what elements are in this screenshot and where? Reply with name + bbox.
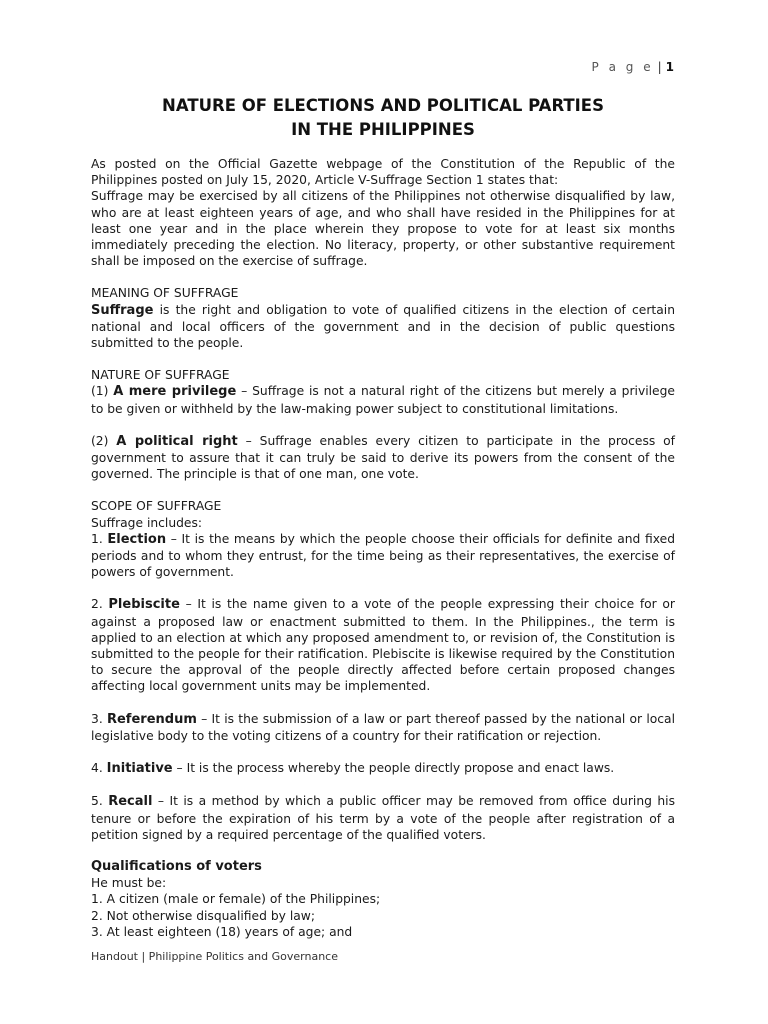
meaning-heading: MEANING OF SUFFRAGE	[91, 286, 239, 301]
scope-intro: Suffrage includes:	[91, 515, 203, 530]
nature-item-1	[91, 383, 675, 416]
scope-item-term: Referendum	[106, 711, 197, 727]
qualifications-heading: Qualifications of voters	[91, 858, 262, 874]
page-number-value: 1	[665, 60, 674, 74]
scope-item-number: 1.	[91, 531, 108, 546]
scope-item-number: 5.	[91, 794, 109, 809]
scope-item-election	[91, 531, 675, 581]
title-line-1: NATURE OF ELECTIONS AND POLITICAL PARTIES	[162, 96, 604, 115]
qualification-item: 3. At least eighteen (18) years of age; and	[91, 924, 353, 939]
meaning-text: is the right and obligation to vote of qualified citizens in the election of certain national and local officers of the government and in the decision of public questions submitted to the people.	[91, 302, 675, 351]
nature-item-text: – Suffrage enables every citizen to participate in the process of government to assure that it can truly be said to derive its powers from the consent of the governed. The principle is that of one man, one vote.	[91, 433, 676, 482]
document-title	[91, 94, 675, 142]
nature-item-number: (2)	[91, 433, 117, 448]
intro-paragraph-2: Suffrage may be exercised by all citizens of the Philippines not otherwise disqualified by law, who are at least eighteen years of age, and who shall have resided in the Philippines for at least one year and in the place wherein they propose to vote for at least six months immediately preceding the election. No literacy, property, or other substantive requirement shall be imposed on the exercise of suffrage.	[91, 189, 675, 269]
qualifications-intro: He must be:	[91, 876, 167, 891]
title-line-2: IN THE PHILIPPINES	[291, 120, 475, 139]
scope-item-number: 3.	[91, 711, 107, 726]
scope-item-text: – It is the process whereby the people directly propose and enact laws.	[172, 761, 615, 776]
scope-item-text: – It is the name given to a vote of the people expressing their choice for or against a proposed law or enactment submitted to them. In the Philippines., the term is applied to an election at which any proposed amendment to, or revision of, the Constitution is submitted to the people for their ratification. Plebiscite is likewise required by the Constitution to secure the approval of the people directly affected before certain proposed changes affecting local government units may be implemented.	[91, 597, 675, 694]
scope-item-term: Recall	[108, 794, 153, 810]
scope-item-initiative	[91, 760, 675, 777]
nature-item-number: (1)	[91, 384, 114, 399]
scope-item-term: Election	[107, 531, 167, 547]
scope-item-text: – It is the submission of a law or part thereof passed by the national or local legislative body to the voting citizens of a country for their ratification or rejection.	[91, 711, 675, 743]
scope-item-term: Initiative	[106, 761, 173, 777]
intro-paragraph-1: As posted on the Official Gazette webpage of the Constitution of the Republic of the Philippines posted on July 15, 2020, Article V-Suffrage Section 1 states that:	[91, 157, 675, 188]
scope-item-text: – It is the means by which the people choose their officials for definite and fixed periods and to whom they entrust, for the time being as their representatives, the exercise of powers of government.	[91, 531, 675, 580]
scope-item-text: – It is a method by which a public officer may be removed from office during his tenure or before the expiration of his term by a vote of the people after registration of a petition signed by a required percentage of the qualified voters.	[91, 794, 675, 842]
meaning-term: Suffrage	[91, 302, 154, 318]
scope-item-referendum	[91, 711, 675, 744]
qualification-item: 2. Not otherwise disqualified by law;	[91, 908, 315, 923]
page-separator: |	[657, 60, 662, 74]
nature-heading: NATURE OF SUFFRAGE	[91, 368, 230, 383]
nature-item-term: A political right	[116, 433, 238, 449]
scope-item-number: 2.	[91, 597, 109, 612]
scope-heading: SCOPE OF SUFFRAGE	[91, 499, 222, 514]
scope-item-term: Plebiscite	[108, 597, 180, 613]
document-body	[91, 94, 675, 940]
nature-item-text: – Suffrage is not a natural right of the citizens but merely a privilege to be given or withheld by the law-making power subject to constitutional limitations.	[91, 384, 675, 416]
page-label: P a g e	[591, 60, 654, 74]
nature-item-2	[91, 433, 675, 483]
page-number	[592, 60, 674, 74]
scope-item-plebiscite	[91, 596, 675, 694]
scope-item-recall	[91, 793, 675, 843]
scope-item-number: 4.	[91, 761, 107, 776]
nature-item-term: A mere privilege	[113, 384, 237, 400]
meaning-paragraph	[91, 302, 675, 352]
qualification-item: 1. A citizen (male or female) of the Philippines;	[91, 892, 381, 907]
page-footer: Handout | Philippine Politics and Governance	[91, 950, 338, 963]
